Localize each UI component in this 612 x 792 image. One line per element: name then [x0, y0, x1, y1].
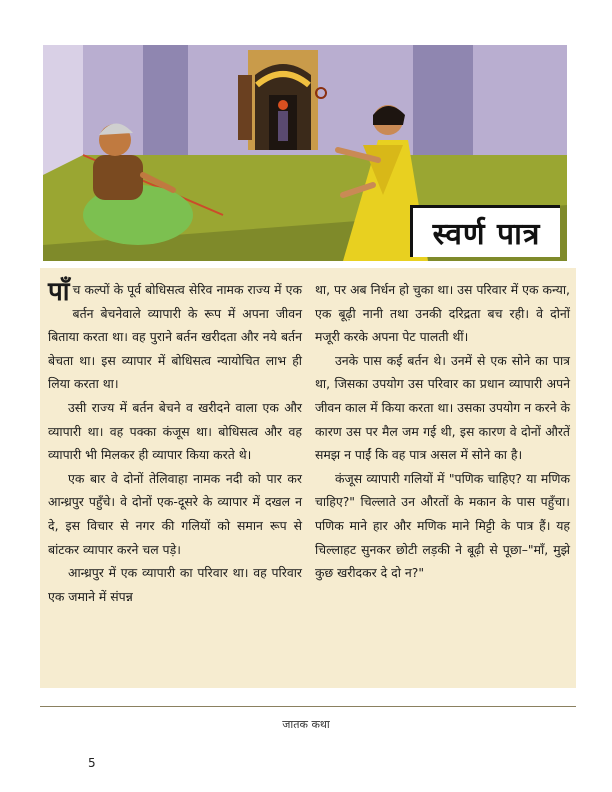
story-title: स्वर्ण पात्र [432, 217, 541, 252]
left-column [48, 278, 302, 608]
paragraph: उनके पास कई बर्तन थे। उनमें से एक सोने का पात्र था, जिसका उपयोग उस परिवार का प्रधान व्यापारी अपने जीवन काल में किया करता था। उसका उपयोग न करने के कारण उस पर मैल जम गई थी, इस कारण वे दोनों औरतें समझ न पाईं कि वह पात्र असल में सोने का है। [315, 352, 570, 463]
drop-cap: पाँ [48, 277, 70, 307]
paragraph: पाँच कल्पों के पूर्व बोधिसत्व सेरिव नामक राज्य में एक बर्तन बेचनेवाले व्यापारी के रूप में अपना जीवन बिताया करता था। वह पुराने बर्तन खरीदता और नये बर्तन बेचता था। इस व्यापार में बोधिसत्व न्यायोचित लाभ ही लिया करता था। [48, 277, 302, 392]
page-number: 5 [88, 756, 96, 770]
story-body [40, 268, 576, 688]
footer-label: जातक कथा [282, 718, 330, 731]
right-column [315, 278, 570, 585]
paragraph: था, पर अब निर्धन हो चुका था। उस परिवार में एक कन्या, एक बूढ़ी नानी तथा उनकी दरिद्रता बच रही। वे दोनों मजूरी करके अपना पेट पालती थीं। [315, 282, 570, 345]
footer-rule [40, 706, 576, 707]
paragraph: कंजूस व्यापारी गलियों में "पणिक चाहिए? या मणिक चाहिए?" चिल्लाते उन औरतों के मकान के पास पहुँचा। पणिक माने हार और मणिक माने मिट्टी के पात्र हैं। यह चिल्लाहट सुनकर छोटी लड़की ने बूढ़ी से पूछा–"माँ, मुझे कुछ खरीदकर दे दो न?" [315, 470, 570, 581]
title-box [410, 205, 560, 257]
paragraph: उसी राज्य में बर्तन बेचने व खरीदने वाला एक और व्यापारी था। वह पक्का कंजूस था। बोधिसत्व और वह व्यापारी भी मिलकर ही व्यापार किया करते थे। [48, 399, 302, 463]
paragraph: एक बार वे दोनों तेलिवाहा नामक नदी को पार कर आन्ध्रपुर पहुँचे। वे दोनों एक-दूसरे के व्यापार में दखल न दे, इस विचार से नगर की गलियों को समान रूप से बांटकर व्यापार करने चल पड़े। [48, 470, 302, 557]
paragraph: आन्ध्रपुर में एक व्यापारी का परिवार था। वह परिवार एक जमाने में संपन्न [48, 565, 302, 604]
